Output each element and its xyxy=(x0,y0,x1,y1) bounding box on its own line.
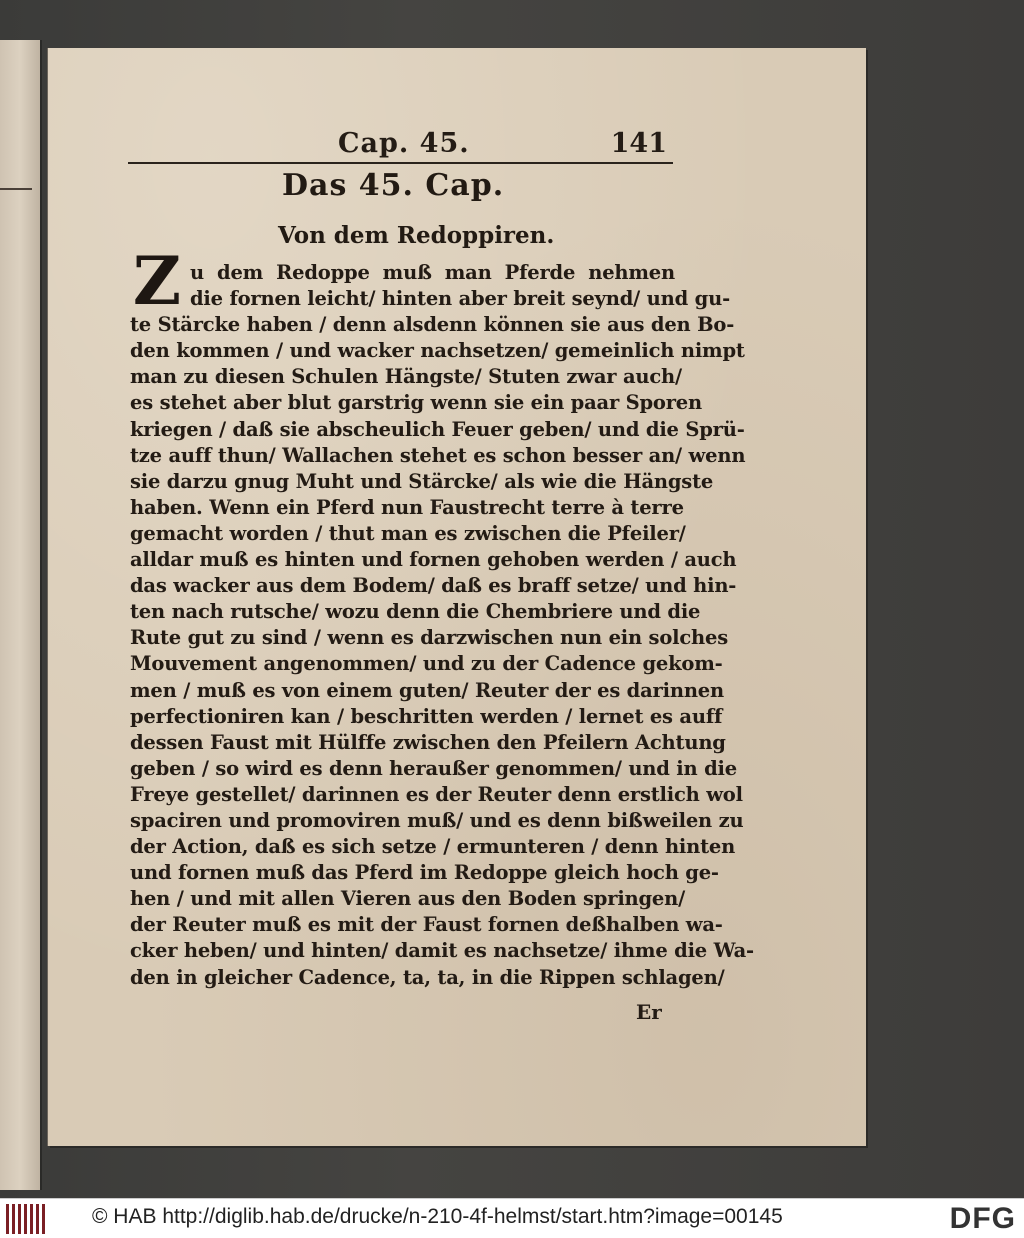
text-line: perfectioniren kan / beschritten werden / lernet es auff xyxy=(130,704,723,728)
text-line: geben / so wird es denn heraußer genommen/ und in die xyxy=(130,756,737,780)
body-text xyxy=(130,260,754,991)
text-line: der Action, daß es sich setze / ermunteren / denn hinten xyxy=(130,835,736,859)
text-line: die fornen leicht/ hinten aber breit seynd/ und gu- xyxy=(190,287,730,311)
text-line: sie darzu gnug Muht und Stärcke/ als wie die Hängste xyxy=(130,469,714,493)
text-line: men / muß es von einem guten/ Reuter der es darinnen xyxy=(130,678,724,702)
text-line: kriegen / daß sie abscheulich Feuer geben/ und die Sprü- xyxy=(130,417,745,441)
text-line: Rute gut zu sind / wenn es darzwischen nun ein solches xyxy=(130,626,728,650)
text-line: den kommen / und wacker nachsetzen/ gemeinlich nimpt xyxy=(130,339,745,363)
text-line: haben. Wenn ein Pferd nun Faustrecht terre à terre xyxy=(130,495,684,519)
text-line: gemacht worden / thut man es zwischen die Pfeiler/ xyxy=(130,521,686,545)
text-line: es stehet aber blut garstrig wenn sie ein paar Sporen xyxy=(130,391,702,415)
footer-bar xyxy=(0,1198,1024,1238)
text-line: te Stärcke haben / denn alsdenn können sie aus den Bo- xyxy=(130,313,735,337)
catchword: Er xyxy=(636,1000,662,1024)
page-header xyxy=(128,128,673,164)
source-link[interactable]: © HAB http://diglib.hab.de/drucke/n-210-4f-helmst/start.htm?image=00145 xyxy=(92,1205,783,1228)
text-line: spaciren und promoviren muß/ und es denn bißweilen zu xyxy=(130,808,744,832)
text-line: ten nach rutsche/ wozu denn die Chembriere und die xyxy=(130,600,701,624)
previous-page-mark xyxy=(0,188,32,190)
text-line: den in gleicher Cadence, ta, ta, in die Rippen schlagen/ xyxy=(130,965,725,989)
text-line: u dem Redoppe muß man Pferde nehmen xyxy=(190,261,675,284)
dfg-logo: DFG xyxy=(949,1202,1016,1235)
text-line: Mouvement angenommen/ und zu der Cadence gekom- xyxy=(130,652,723,676)
text-line: das wacker aus dem Bodem/ daß es braff setze/ und hin- xyxy=(130,574,737,598)
running-head: Cap. 45. xyxy=(338,128,470,159)
text-line: tze auff thun/ Wallachen stehet es schon besser an/ wenn xyxy=(130,443,746,467)
chapter-title: Das 45. Cap. xyxy=(282,168,505,203)
text-line: cker heben/ und hinten/ damit es nachsetze/ ihme die Wa- xyxy=(130,939,754,963)
text-line: und fornen muß das Pferd im Redoppe gleich hoch ge- xyxy=(130,861,719,885)
chapter-subtitle: Von dem Redoppiren. xyxy=(278,222,555,249)
text-line: Freye gestellet/ darinnen es der Reuter denn erstlich wol xyxy=(130,782,743,806)
drop-cap: Z xyxy=(132,242,182,320)
text-line: der Reuter muß es mit der Faust fornen deßhalben wa- xyxy=(130,913,723,937)
hab-logo-icon xyxy=(6,1204,46,1234)
text-line: dessen Faust mit Hülffe zwischen den Pfeilern Achtung xyxy=(130,730,726,754)
page-number: 141 xyxy=(610,128,667,159)
text-line: man zu diesen Schulen Hängste/ Stuten zwar auch/ xyxy=(130,365,682,389)
text-line: hen / und mit allen Vieren aus den Boden springen/ xyxy=(130,887,686,911)
previous-page-edge xyxy=(0,40,42,1190)
text-line: alldar muß es hinten und fornen gehoben werden / auch xyxy=(130,548,737,572)
